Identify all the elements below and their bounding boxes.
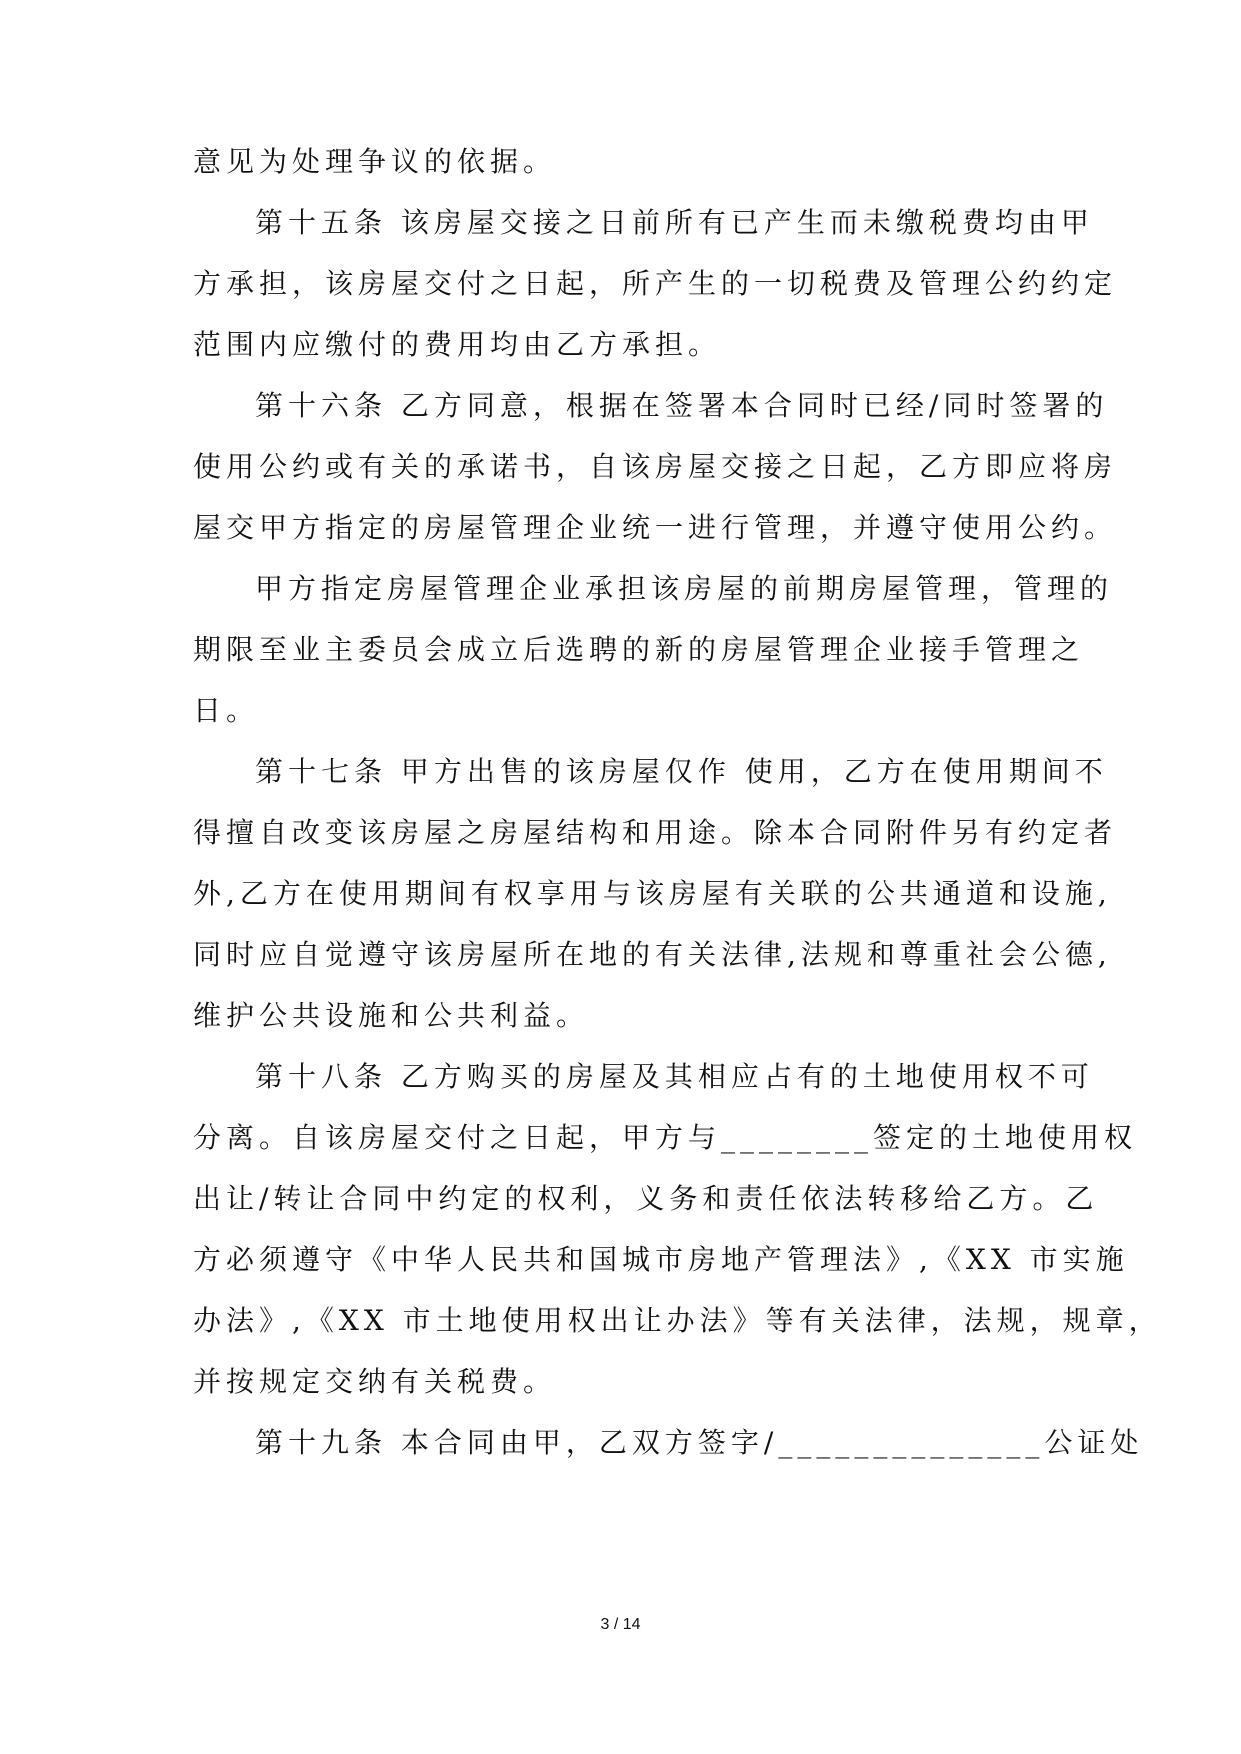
text-line: 屋交甲方指定的房屋管理企业统一进行管理，并遵守使用公约。 bbox=[193, 511, 1118, 544]
text-line: 甲方指定房屋管理企业承担该房屋的前期房屋管理，管理的 bbox=[255, 572, 1114, 605]
text-line: 范围内应缴付的费用均由乙方承担。 bbox=[193, 328, 722, 361]
text-line: 外,乙方在使用期间有权享用与该房屋有关联的公共通道和设施, bbox=[193, 877, 1112, 910]
text-line: 日。 bbox=[193, 694, 260, 727]
text-line: 分离。自该房屋交付之日起，甲方与________签定的土地使用权 bbox=[193, 1121, 1138, 1154]
text-line: 第十七条 甲方出售的该房屋仅作 使用，乙方在使用期间不 bbox=[255, 755, 1108, 788]
text-line: 出让/转让合同中约定的权利，义务和责任依法转移给乙方。乙 bbox=[193, 1182, 1099, 1215]
page-number: 3 / 14 bbox=[600, 1616, 641, 1633]
text-line: 同时应自觉遵守该房屋所在地的有关法律,法规和尊重社会公德, bbox=[193, 938, 1112, 971]
text-line: 维护公共设施和公共利益。 bbox=[193, 999, 590, 1032]
text-line: 第十六条 乙方同意，根据在签署本合同时已经/同时签署的 bbox=[255, 389, 1109, 422]
text-line: 使用公约或有关的承诺书，自该房屋交接之日起，乙方即应将房 bbox=[193, 450, 1118, 483]
text-line: 第十九条 本合同由甲，乙双方签字/______________公证处 bbox=[255, 1426, 1144, 1459]
text-line: 方必须遵守《中华人民共和国城市房地产管理法》,《XX 市实施 bbox=[193, 1243, 1129, 1276]
text-line: 并按规定交纳有关税费。 bbox=[193, 1365, 557, 1398]
text-line: 第十五条 该房屋交接之日前所有已产生而未缴税费均由甲 bbox=[255, 206, 1094, 239]
text-line: 办法》,《XX 市土地使用权出让办法》等有关法律，法规，规章， bbox=[193, 1304, 1162, 1337]
text-line: 第十八条 乙方购买的房屋及其相应占有的土地使用权不可 bbox=[255, 1060, 1094, 1093]
text-line: 得擅自改变该房屋之房屋结构和用途。除本合同附件另有约定者 bbox=[193, 816, 1118, 849]
text-line: 方承担，该房屋交付之日起，所产生的一切税费及管理公约约定 bbox=[193, 267, 1118, 300]
text-line: 意见为处理争议的依据。 bbox=[193, 145, 557, 178]
text-line: 期限至业主委员会成立后选聘的新的房屋管理企业接手管理之 bbox=[193, 633, 1085, 666]
